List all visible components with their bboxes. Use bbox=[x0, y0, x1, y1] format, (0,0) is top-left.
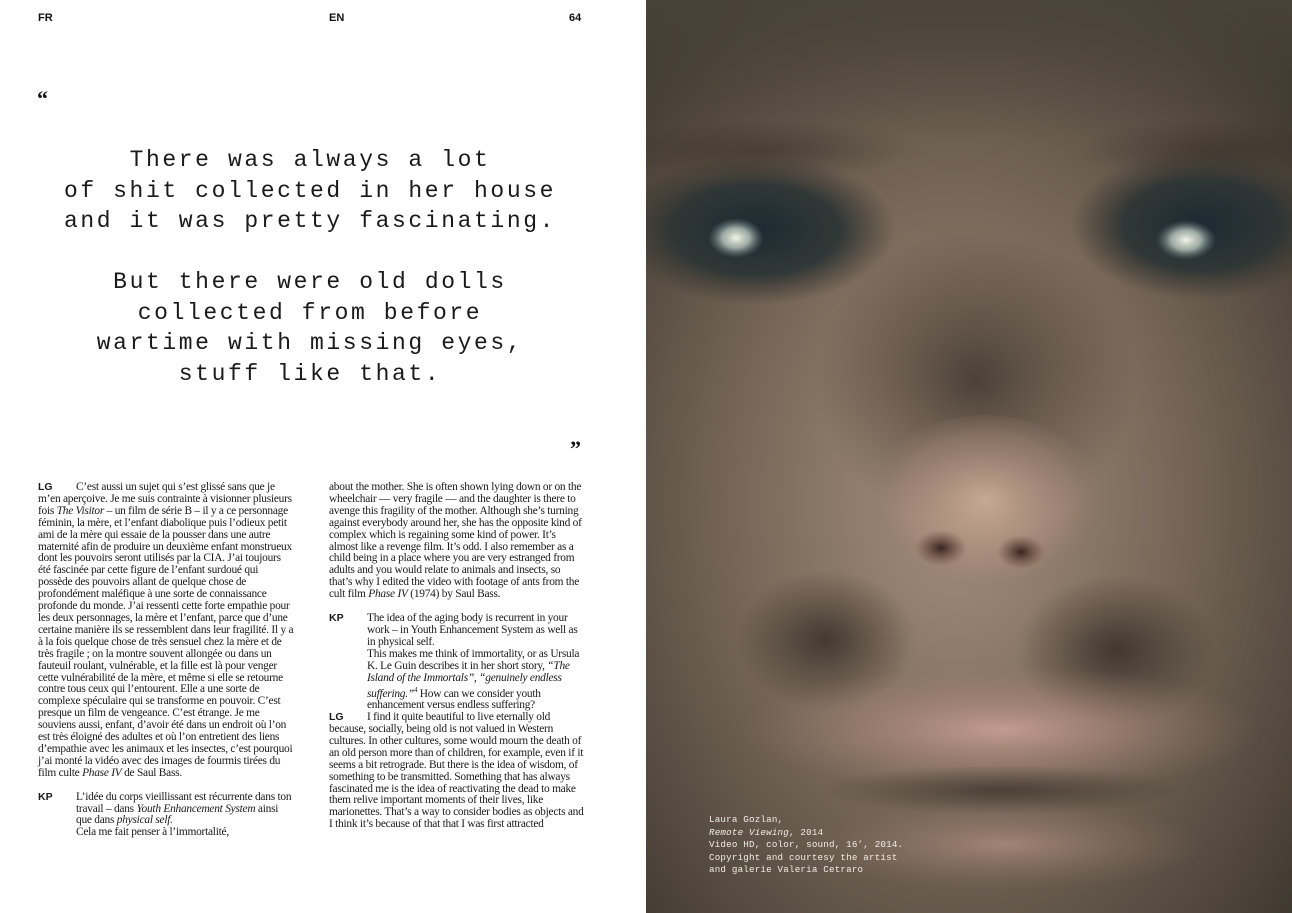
pull-quote-paragraph-1 bbox=[40, 145, 580, 237]
italic-quote: “genuinely endless suffering.” bbox=[367, 671, 562, 700]
italic-title: physical self. bbox=[116, 814, 173, 827]
body-text: The idea of the aging body is recurrent in your work – in Youth Enhancement System as well as in physical self. bbox=[367, 612, 578, 648]
body-text: Cela me fait penser à l’immortalité, bbox=[76, 826, 229, 839]
caption-credit: Copyright and courtesy the artist bbox=[709, 851, 898, 863]
body-text: about the mother. She is often shown lying down or on the wheelchair — very fragile — and the daughter is there to avenge this fragility of the mother. Although she’s turning against everybody around her, she has the opposite kind of complex which is regaining some kind of power. It’s almost like a revenge film. It’s odd. I also remember as a child being in a place where you are very estranged from adults and you would relate to animals and insects, so that’s why I edited the video with footage of ants from the cult film bbox=[329, 481, 582, 601]
caption-details: Video HD, color, sound, 16’, 2014. bbox=[709, 839, 904, 851]
pull-quote-line: stuff like that. bbox=[178, 360, 442, 387]
italic-title: “The Island of the Immortals”, bbox=[367, 659, 570, 684]
french-kp-paragraph bbox=[38, 792, 294, 840]
body-text: How can we consider youth enhancement versus endless suffering? bbox=[367, 687, 541, 712]
caption-title-year: , 2014 bbox=[789, 826, 824, 838]
body-text: – un film de série B – il y a ce personnage féminin, la mère, et l’enfant diabolique puis l’odieux petit ami de la mère qui essaie de la pousser dans une autre maternité afin de produire un deuxième enfant monstrueux dont les pouvoirs seront utilisés par la CIA. J’ai toujours été fascinée par cette figure de l’enfant surdoué qui possède des pouvoirs allant de quelque chose de profondément maléfique à une sorte de connaissance profonde du monde. J’ai ressenti cette forte empathie pour les deux personnages, la mère et l’enfant, parce que d’une certaine manière ils se ressemblent dans leur fragilité. Il y a à la fois quelque chose de très sensuel chez la mère et de très fragile ; on la montre souvent allongée ou dans un fauteuil roulant, vulnérable, et la fille est là pour venger cette vulnérabilité de la mère, et même si elle se retourne contre tous ceux qui l’entourent. Elle a une sorte de complexe spéculaire qui se transforme en pouvoir. C’est presque un film de vengeance. C’est étrange. Je me souviens aussi, enfant, d’avoir été dans un endroit où l’on est très éloigné des adultes et où l’on entretient des liens d’empathie avec les animaux et les insectes, c’est pourquoi j’ai monté la vidéo avec des images de fourmis tirées du film culte bbox=[38, 504, 294, 779]
speaker-label: LG bbox=[38, 481, 53, 493]
caption-title-line bbox=[709, 827, 903, 840]
english-column bbox=[329, 482, 585, 831]
italic-title: Youth Enhancement System bbox=[136, 802, 256, 815]
italic-title: Phase IV bbox=[368, 588, 408, 601]
speaker-label: KP bbox=[38, 790, 53, 803]
body-text: (1974) by Saul Bass. bbox=[407, 588, 501, 601]
pull-quote-line: collected from before bbox=[137, 299, 483, 326]
doll-face-photo bbox=[646, 0, 1292, 913]
language-label-en: EN bbox=[329, 12, 345, 24]
pull-quote-line: wartime with missing eyes, bbox=[96, 330, 524, 356]
pull-quote-paragraph-2 bbox=[40, 267, 580, 389]
body-text: This makes me think of immortality, or as Ursula K. Le Guin describes it in her short story, bbox=[367, 647, 580, 672]
body-text: ainsi que dans bbox=[76, 802, 279, 827]
pull-quote-line: and it was pretty fascinating. bbox=[63, 208, 557, 234]
english-lg-paragraph bbox=[329, 712, 585, 831]
french-column bbox=[38, 482, 294, 839]
speaker-label: LG bbox=[329, 711, 344, 724]
french-lg-paragraph bbox=[38, 482, 294, 780]
english-kp-paragraph bbox=[329, 613, 585, 712]
body-text: I find it quite beautiful to live eternally old because, socially, being old is not valued in Western cultures. In other cultures, some would mourn the death of an old person more than of children, for example, even if it seems a bit retrograde. But there is the idea of wisdom, of something to be transmitted. Something that has always fascinated me is the idea of reactivating the dead to make them relive important moments of their lives, like marionettes. That’s a way to consider bodies as objects and I think it’s because of that that I was first attracted bbox=[329, 711, 584, 831]
italic-title: Phase IV bbox=[82, 766, 122, 779]
body-text: C’est aussi un sujet qui s’est glissé sans que je m’en aperçoive. Je me suis contrainte à visionner plusieurs fois bbox=[38, 481, 292, 517]
pull-quote-line: There was always a lot bbox=[129, 147, 491, 173]
page-number: 64 bbox=[569, 12, 582, 24]
italic-title: The Visitor bbox=[56, 504, 105, 517]
body-text: L’idée du corps vieillissant est récurrente dans ton travail – dans bbox=[76, 790, 292, 815]
body-text: de Saul Bass. bbox=[121, 766, 182, 779]
photo-caption bbox=[709, 814, 903, 877]
footnote-marker: 4 bbox=[413, 685, 418, 694]
open-quote-mark: “ bbox=[37, 86, 48, 111]
caption-title: Remote Viewing bbox=[709, 826, 789, 838]
caption-credit: and galerie Valeria Cetraro bbox=[709, 864, 864, 876]
pull-quote-line: But there were old dolls bbox=[113, 269, 507, 295]
close-quote-mark: ” bbox=[570, 436, 581, 461]
pull-quote-line: of shit collected in her house bbox=[63, 177, 557, 204]
right-page-photo bbox=[646, 0, 1292, 913]
language-label-fr: FR bbox=[38, 12, 53, 24]
speaker-label: KP bbox=[329, 612, 344, 625]
caption-artist: Laura Gozlan, bbox=[709, 814, 784, 825]
english-intro-paragraph bbox=[329, 482, 585, 601]
